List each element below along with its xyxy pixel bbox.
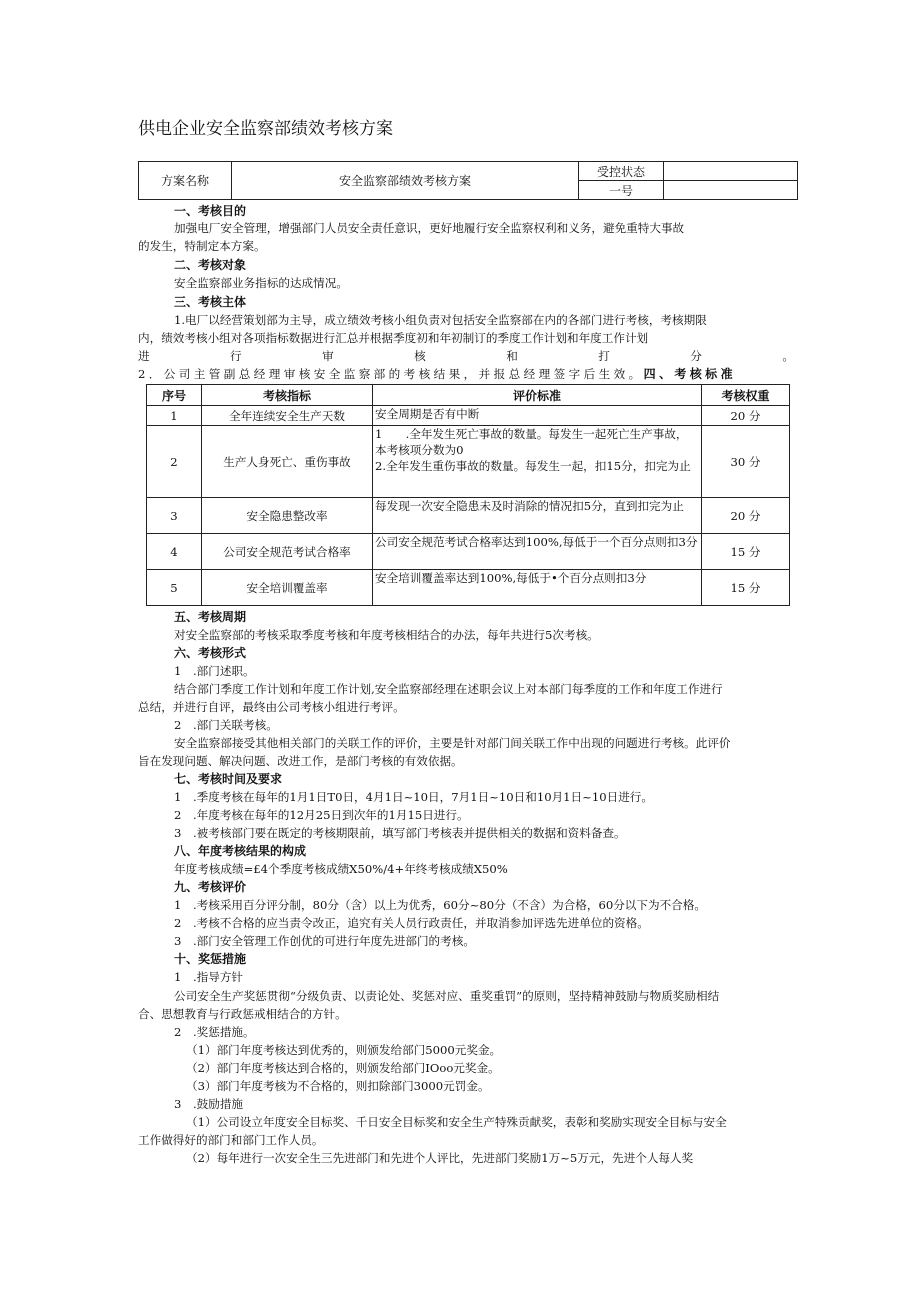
- section-2-heading: 二、考核对象: [174, 258, 247, 272]
- section-9-heading: 九、考核评价: [174, 880, 247, 894]
- row-no: 4: [147, 534, 202, 570]
- section-6-text: 结合部门季度工作计划和年度工作计划,安全监察部经理在述职会议上对本部门每季度的工作和年度工作进行: [174, 682, 723, 696]
- control-status-value: [664, 162, 798, 181]
- section-10-item: 2 .奖惩措施。: [174, 1025, 255, 1039]
- spread-char: 和: [506, 349, 518, 363]
- row-weight: 20 分: [702, 498, 790, 534]
- section-6-text: 安全监察部接受其他相关部门的关联工作的评价，主要是针对部门间关联工作中出现的问题进行考核。此评价: [174, 736, 731, 750]
- plan-name-value: 安全监察部绩效考核方案: [232, 162, 579, 200]
- row-standard: 1 .全年发生死亡事故的数量。每发生一起死亡生产事故，本考核项分数为0 2.全年发生重伤事故的数量。每发生一起，扣15分，扣完为止: [373, 426, 702, 498]
- table-row: [147, 534, 790, 570]
- row-weight: 30 分: [702, 426, 790, 498]
- section-5-text: 对安全监察部的考核采取季度考核和年度考核相结合的办法，每年共进行5次考核。: [174, 628, 599, 642]
- section-3-text: [138, 366, 736, 382]
- table-row: [147, 498, 790, 534]
- section-8-text: 年度考核成绩=£4个季度考核成绩X50%/4+年终考核成绩X50%: [174, 862, 508, 876]
- section-10-encourage: （1）公司设立年度安全目标奖、千日安全目标奖和安全生产特殊贡献奖，表彰和奖励实现安全目标与安全: [186, 1115, 727, 1129]
- section-10-reward: （3）部门年度考核为不合格的，则扣除部门3000元罚金。: [186, 1079, 490, 1093]
- section-3-spread-line: [138, 348, 794, 364]
- section-7-item: 2 .年度考核在每年的12月25日到次年的1月15日进行。: [174, 808, 469, 822]
- control-status-label: 受控状态: [579, 162, 664, 181]
- section-3-text: 1.电厂以经营策划部为主导，成立绩效考核小组负责对包括安全监察部在内的各部门进行考核，考核期限: [174, 313, 707, 327]
- spread-char: 。: [782, 349, 794, 363]
- section-3-text-part: 2．公司主管副总经理审核安全监察部的考核结果，并报总经理签字后生效。: [138, 367, 644, 381]
- section-10-item: 3 .鼓励措施: [174, 1097, 244, 1111]
- row-indicator: 安全培训覆盖率: [202, 570, 373, 606]
- section-6-item: 1 .部门述职。: [174, 664, 255, 678]
- section-10-text: 合、思想教育与行政惩戒相结合的方针。: [138, 1007, 347, 1021]
- row-standard: 安全培训覆盖率达到100%,每低于•个百分点则扣3分: [373, 570, 702, 606]
- section-6-item: 2 .部门关联考核。: [174, 718, 278, 732]
- row-standard: 公司安全规范考试合格率达到100%,每低于一个百分点则扣3分: [373, 534, 702, 570]
- section-3-heading: 三、考核主体: [174, 295, 247, 309]
- section-6-heading: 六、考核形式: [174, 646, 247, 660]
- row-no: 2: [147, 426, 202, 498]
- spread-char: 进: [138, 349, 150, 363]
- row-weight: 15 分: [702, 570, 790, 606]
- section-7-item: 3 .被考核部门要在既定的考核期限前，填写部门考核表并提供相关的数据和资料备查。: [174, 826, 626, 840]
- spread-char: 行: [230, 349, 242, 363]
- section-10-text: 公司安全生产奖惩贯彻“分级负责、以责论处、奖惩对应、重奖重罚”的原则，坚持精神鼓励与物质奖励相结: [174, 989, 720, 1003]
- section-7-heading: 七、考核时间及要求: [174, 772, 283, 786]
- table-row: [147, 406, 790, 426]
- spread-char: 审: [322, 349, 334, 363]
- section-6-text: 总结，并进行自评，最终由公司考核小组进行考评。: [138, 700, 405, 714]
- row-indicator: 安全隐患整改率: [202, 498, 373, 534]
- number-label: 一号: [579, 181, 664, 200]
- section-7-item: 1 .季度考核在每年的1月1日T0日，4月1日~10日，7月1日~10日和10月1日~10日进行。: [174, 790, 653, 804]
- row-standard: 安全周期是否有中断: [373, 406, 702, 426]
- spread-char: 打: [598, 349, 610, 363]
- section-2-text: 安全监察部业务指标的达成情况。: [174, 276, 348, 290]
- row-weight: 20 分: [702, 406, 790, 426]
- section-10-reward: （2）部门年度考核达到合格的，则颁发给部门IOoo元奖金。: [186, 1061, 500, 1075]
- table-row: [147, 570, 790, 606]
- spread-char: 分: [690, 349, 702, 363]
- document-title: 供电企业安全监察部绩效考核方案: [138, 119, 393, 139]
- plan-name-label: 方案名称: [139, 162, 232, 200]
- section-1-heading: 一、考核目的: [174, 204, 247, 218]
- section-1-text: 的发生，特制定本方案。: [138, 239, 266, 253]
- criteria-table: [146, 384, 790, 606]
- col-header: 评价标准: [373, 385, 702, 406]
- table-row: [147, 426, 790, 498]
- section-8-heading: 八、年度考核结果的构成: [174, 844, 307, 858]
- number-value: [664, 181, 798, 200]
- section-4-heading: 四、考核标准: [643, 367, 736, 381]
- section-10-encourage: 工作做得好的部门和部门工作人员。: [138, 1133, 324, 1147]
- col-header: 序号: [147, 385, 202, 406]
- section-6-text: 旨在发现问题、解决问题、改进工作，是部门考核的有效依据。: [138, 754, 463, 768]
- row-indicator: 全年连续安全生产天数: [202, 406, 373, 426]
- row-no: 1: [147, 406, 202, 426]
- section-9-item: 1 .考核采用百分评分制，80分（含）以上为优秀，60分~80分（不含）为合格，60分以下为不合格。: [174, 898, 706, 912]
- col-header: 考核权重: [702, 385, 790, 406]
- header-table: [138, 161, 798, 200]
- section-10-reward: （1）部门年度考核达到优秀的，则颁发给部门5000元奖金。: [186, 1043, 502, 1057]
- section-9-item: 2 .考核不合格的应当责令改正，追究有关人员行政责任，并取消参加评选先进单位的资格。: [174, 916, 649, 930]
- section-9-item: 3 .部门安全管理工作创优的可进行年度先进部门的考核。: [174, 934, 475, 948]
- section-10-heading: 十、奖惩措施: [174, 952, 247, 966]
- row-no: 5: [147, 570, 202, 606]
- section-10-encourage: （2）每年进行一次安全生三先进部门和先进个人评比，先进部门奖励1万~5万元，先进个人每人奖: [186, 1151, 694, 1165]
- row-weight: 15 分: [702, 534, 790, 570]
- section-1-text: 加强电厂安全管理，增强部门人员安全责任意识，更好地履行安全监察权利和义务，避免重特大事故: [174, 221, 685, 235]
- row-indicator: 公司安全规范考试合格率: [202, 534, 373, 570]
- col-header: 考核指标: [202, 385, 373, 406]
- section-5-heading: 五、考核周期: [174, 610, 247, 624]
- row-no: 3: [147, 498, 202, 534]
- section-10-item: 1 .指导方针: [174, 970, 244, 984]
- section-3-text: 内，绩效考核小组对各项指标数据进行汇总并根据季度初和年初制订的季度工作计划和年度工作计划: [138, 331, 649, 345]
- row-indicator: 生产人身死亡、重伤事故: [202, 426, 373, 498]
- row-standard: 每发现一次安全隐患未及时消除的情况扣5分，直到扣完为止: [373, 498, 702, 534]
- spread-char: 核: [414, 349, 426, 363]
